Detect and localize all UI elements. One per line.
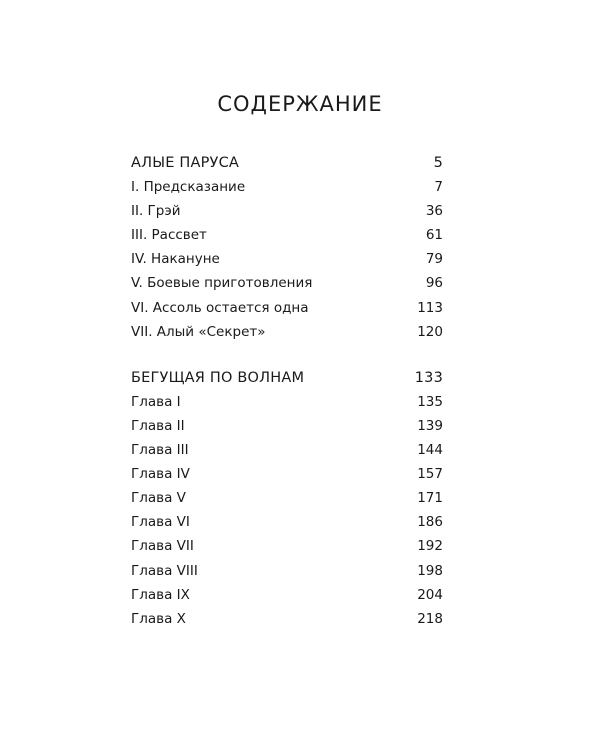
- toc-section-heading[interactable]: [131, 151, 443, 175]
- toc-entry-page: 171: [417, 490, 443, 507]
- toc-entry[interactable]: [131, 438, 443, 462]
- toc-entry[interactable]: [131, 296, 443, 320]
- toc-section-heading[interactable]: [131, 366, 443, 390]
- toc-entry-label: VII. Алый «Секрет»: [131, 323, 266, 340]
- toc-entry[interactable]: [131, 559, 443, 583]
- toc-entry-label: Глава III: [131, 442, 189, 459]
- toc-entry-page: 7: [434, 179, 443, 196]
- toc-heading-label: АЛЫЕ ПАРУСА: [131, 155, 240, 171]
- toc-heading-page: 133: [414, 369, 443, 386]
- toc-entry[interactable]: [131, 390, 443, 414]
- toc-entry-label: VI. Ассоль остается одна: [131, 299, 309, 316]
- toc-entry-page: 79: [425, 251, 443, 268]
- toc-entry-label: I. Предсказание: [131, 179, 246, 196]
- toc-section-running-on-waves: [131, 366, 443, 631]
- toc-entry[interactable]: [131, 414, 443, 438]
- toc-entry[interactable]: [131, 247, 443, 271]
- toc-entry-page: 139: [417, 417, 443, 434]
- toc-entry-label: Глава VI: [131, 514, 190, 531]
- toc-entry-page: 192: [417, 538, 443, 555]
- toc-entry-label: Глава X: [131, 610, 186, 627]
- toc-section-scarlet-sails: [131, 151, 443, 344]
- page-title: СОДЕРЖАНИЕ: [217, 92, 383, 116]
- toc-entry-page: 135: [417, 393, 443, 410]
- toc-entry-label: III. Рассвет: [131, 227, 207, 244]
- toc-entry-label: Глава VIII: [131, 562, 198, 579]
- toc-heading-label: БЕГУЩАЯ ПО ВОЛНАМ: [131, 369, 305, 386]
- toc-entry-page: 157: [417, 466, 443, 483]
- toc-entry-page: 120: [417, 323, 443, 340]
- toc-entry-page: 198: [417, 562, 443, 579]
- toc-entry-label: Глава VII: [131, 538, 194, 555]
- toc-entry-label: Глава IV: [131, 466, 190, 483]
- toc-entry-label: Глава II: [131, 417, 185, 434]
- toc-entry-page: 204: [417, 586, 443, 603]
- toc-entry-page: 144: [417, 442, 443, 459]
- toc-entry[interactable]: [131, 607, 443, 631]
- toc-entry[interactable]: [131, 462, 443, 486]
- toc-entry-page: 218: [417, 610, 443, 627]
- toc-entry[interactable]: [131, 175, 443, 199]
- toc-entry-label: Глава V: [131, 490, 186, 507]
- toc-entry-label: Глава IX: [131, 586, 190, 603]
- toc-entry[interactable]: [131, 510, 443, 534]
- toc-entry-page: 36: [425, 203, 443, 220]
- toc-entry[interactable]: [131, 320, 443, 344]
- toc-entry-page: 61: [425, 227, 443, 244]
- toc-entry[interactable]: [131, 486, 443, 510]
- toc-entry[interactable]: [131, 199, 443, 223]
- table-of-contents: [131, 151, 443, 631]
- toc-entry[interactable]: [131, 534, 443, 558]
- toc-entry-label: Глава I: [131, 393, 181, 410]
- toc-entry-page: 186: [417, 514, 443, 531]
- toc-entry[interactable]: [131, 271, 443, 295]
- toc-entry[interactable]: [131, 223, 443, 247]
- toc-entry-page: 96: [425, 275, 443, 292]
- toc-entry-label: IV. Накануне: [131, 251, 220, 268]
- toc-entry[interactable]: [131, 583, 443, 607]
- toc-heading-page: 5: [433, 155, 443, 171]
- toc-entry-page: 113: [417, 299, 443, 316]
- toc-entry-label: V. Боевые приготовления: [131, 275, 313, 292]
- toc-entry-label: II. Грэй: [131, 203, 181, 220]
